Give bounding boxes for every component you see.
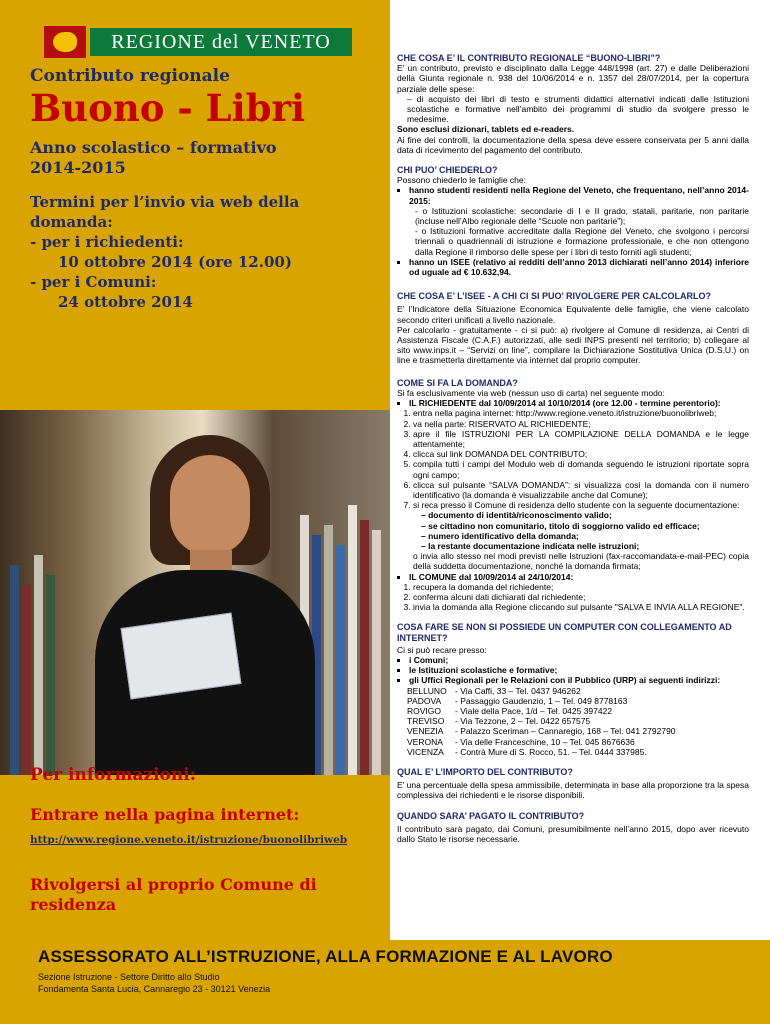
list-item: 1. entra nella pagina internet: http://www.regione.veneto.it/istruzione/buonolibriweb;	[413, 408, 749, 418]
urp-address: - Via Caffi, 33 – Tel. 0437 946262	[455, 685, 581, 696]
urp-address: - Contrà Mure di S. Rocco, 51. – Tel. 0444 337985.	[455, 746, 647, 757]
list-item: ▪ gli Uffici Regionali per le Relazioni con il Pubblico (URP) ai seguenti indirizzi:	[409, 675, 749, 685]
urp-row	[407, 716, 749, 726]
info-heading: Per informazioni:	[30, 765, 196, 785]
list-item: 3. apre il file ISTRUZIONI PER LA COMPILAZIONE DELLA DOMANDA e le legge attentamente;	[413, 429, 749, 449]
terms-line-4: 10 ottobre 2014 (ore 12.00)	[58, 253, 292, 271]
section-heading-how: COME SI FA LA DOMANDA?	[397, 377, 518, 388]
student-photo	[0, 410, 390, 775]
urp-address: - Viale della Pace, 1/d – Tel. 0425 397422	[455, 705, 613, 716]
section-heading-payment: QUANDO SARA’ PAGATO IL CONTRIBUTO?	[397, 810, 585, 821]
list-item: ▪ i Comuni;	[409, 655, 749, 665]
left-panel	[0, 0, 390, 940]
urp-row	[407, 726, 749, 736]
footer-section: Sezione Istruzione - Settore Diritto allo Studio	[38, 972, 220, 982]
terms-line-5: - per i Comuni:	[30, 273, 157, 291]
urp-row	[407, 706, 749, 716]
comune-steps	[397, 582, 749, 613]
text-amount-1: E’ una percentuale della spesa ammissibile, determinata in base alla proporzione tra la spesa complessiva dei richiedenti e le risorse disponibili.	[397, 780, 749, 801]
list-item: – documento di identità/riconoscimento valido;	[421, 510, 612, 521]
list-item: ▪ hanno studenti residenti nella Regione del Veneto, che frequentano, nell’anno 2014-2015:	[409, 185, 749, 205]
section-heading-no-computer: COSA FARE SE NON SI POSSIEDE UN COMPUTER CON COLLEGAMENTO AD INTERNET?	[397, 622, 732, 643]
list-item: ▪ hanno un ISEE (relativo ai redditi dell’anno 2013 dichiarati nell’anno 2014) inferiore od uguale ad € 10.632,94.	[409, 257, 749, 277]
urp-city: PADOVA	[407, 695, 442, 706]
section-heading-amount: QUAL E’ L’IMPORTO DEL CONTRIBUTO?	[397, 767, 573, 777]
urp-list	[397, 686, 749, 757]
urp-city: VENEZIA	[407, 726, 444, 737]
list-item: – la restante documentazione indicata nelle istruzioni;	[421, 540, 640, 551]
subtitle: Contributo regionale	[30, 66, 230, 86]
text-what-4: Ai fine dei controlli, la documentazione della spesa deve essere conservata per 5 anni dalla data di ricevimento del pagamento del contributo.	[397, 134, 749, 155]
terms-line-1: Termini per l’invio via web della	[30, 193, 300, 211]
footer-title: ASSESSORATO ALL’ISTRUZIONE, ALLA FORMAZIONE E AL LAVORO	[38, 947, 613, 966]
text-who-1b: - o Istituzioni formative accreditate dalla Regione del Veneto, che svolgono i percorsi triennali o quadriennali di istruzione e formazione professionale, e che non ottengono dalla Regione il rimborso delle spese per i libri di testo forniti agli studenti;	[415, 226, 749, 257]
urp-city: TREVISO	[407, 716, 445, 727]
info-link[interactable]: http://www.regione.veneto.it/istruzione/buonolibriweb	[30, 834, 348, 846]
list-item: – se cittadino non comunitario, titolo di soggiorno valido ed efficace;	[421, 520, 700, 531]
text-no-computer-1: Ci si può recare presso:	[397, 644, 487, 655]
list-item: 6. clicca sul pulsante “SALVA DOMANDA”: si visualizza così la domanda con il numero identificativo (la domanda è visualizzabile anche dal Comune);	[413, 480, 749, 500]
comune-line-1: Rivolgersi al proprio Comune di	[30, 875, 317, 894]
text-who-1a: - o Istituzioni scolastiche: secondarie di I e II grado, statali, paritarie, non paritarie (incluse nell’Albo regionale delle “Scuole non paritarie”);	[415, 205, 749, 227]
laptop-icon	[121, 613, 242, 700]
list-item: 4. clicca sul link DOMANDA DEL CONTRIBUTO;	[413, 449, 749, 459]
footer	[0, 940, 770, 1024]
urp-address: - Via Tezzone, 2 – Tel. 0422 657575	[455, 716, 591, 727]
text-what-3: Sono esclusi dizionari, tablets ed e-readers.	[397, 124, 575, 135]
terms-line-3: - per i richiedenti:	[30, 233, 184, 251]
applicant-steps	[397, 408, 749, 510]
logo-text: REGIONE del VENETO	[90, 28, 352, 56]
year-line-1: Anno scolastico – formativo	[30, 138, 277, 157]
urp-row	[407, 686, 749, 696]
list-item: ▪ IL RICHIEDENTE dal 10/09/2014 al 10/10/2014 (ore 12.00 - termine perentorio):	[409, 398, 749, 408]
list-item: – numero identificativo della domanda;	[421, 530, 579, 541]
internet-heading: Entrare nella pagina internet:	[30, 805, 300, 824]
lion-crest-icon	[44, 26, 86, 58]
list-item: 7. si reca presso il Comune di residenza dello studente con la seguente documentazione:	[413, 500, 749, 510]
info-column	[397, 0, 749, 844]
urp-address: - Palazzo Sceriman – Cannaregio, 168 – Tel. 041 2792790	[455, 726, 676, 737]
urp-city: ROVIGO	[407, 705, 442, 716]
urp-city: VICENZA	[407, 746, 444, 757]
list-item: 2. va nella parte: RISERVATO AL RICHIEDENTE;	[413, 419, 749, 429]
urp-row	[407, 696, 749, 706]
list-item: ▪ IL COMUNE dal 10/09/2014 al 24/10/2014:	[409, 572, 749, 582]
terms-line-2: domanda:	[30, 213, 113, 231]
regione-veneto-logo	[44, 26, 354, 58]
text-what-2: – di acquisto dei libri di testo e strumenti didattici alternativi indicati dalle Istituzioni scolastiche e formative nell’ambito dei programmi di studio da svolgere presso le medesime.	[407, 93, 749, 125]
section-heading-isee: CHE COSA E’ L’ISEE - A CHI CI SI PUO’ RIVOLGERE PER CALCOLARLO?	[397, 291, 712, 302]
year-line-2: 2014-2015	[30, 158, 126, 177]
documents-list	[397, 510, 749, 551]
text-isee-2: Per calcolarlo - gratuitamente - ci si può: a) rivolgere al Comune di residenza, ai Centri di Assistenza Fiscale (C.A.F.) autorizzati, alle sedi INPS presenti nel territorio; b) collegare al sito www.inps.it – “Servizi on line”, compilare la Dichiarazione Sostitutiva Unica (D.S.U.) on line e trasmetterla direttamente via internet dal proprio computer.	[397, 324, 749, 366]
list-item: 2. conferma alcuni dati dichiarati dal richiedente;	[413, 592, 749, 602]
text-how-docs-tail: o invia allo stesso nei modi previsti nelle Istruzioni (fax-raccomandata-e-mail-PEC) copia della suddetta documentazione, nonché la domanda firmata;	[413, 551, 749, 572]
text-how-1: Si fa esclusivamente via web (nessun uso di carta) nel seguente modo:	[397, 387, 665, 398]
urp-address: - Via delle Franceschine, 10 – Tel. 045 8676636	[455, 736, 635, 747]
section-heading-who: CHI PUO’ CHIEDERLO?	[397, 165, 498, 176]
text-payment-1: Il contributo sarà pagato, dai Comuni, presumibilmente nell’anno 2015, dopo aver ricevuto dallo Stato le risorse necessarie.	[397, 823, 749, 845]
urp-city: BELLUNO	[407, 685, 447, 696]
terms-line-6: 24 ottobre 2014	[58, 293, 193, 311]
urp-city: VERONA	[407, 736, 443, 747]
list-item: 3. invia la domanda alla Regione cliccando sul pulsante "SALVA E INVIA ALLA REGIONE".	[413, 602, 749, 612]
text-what-1: E’ un contributo, previsto e disciplinato dalla Legge 448/1998 (art. 27) e dalle Deliberazioni della Giunta regionale n. 938 del 10/06/2014 e n. 1357 del 28/07/2014, per la copertura parziale delle spese:	[397, 63, 749, 94]
text-isee-1: E’ l’Indicatore della Situazione Economica Equivalente delle famiglie, che viene calcolato secondo criteri unificati a livello nazionale.	[397, 304, 749, 325]
urp-address: - Passaggio Gaudenzio, 1 – Tel. 049 8778163	[455, 695, 628, 706]
urp-row	[407, 737, 749, 747]
comune-line-2: residenza	[30, 895, 117, 914]
urp-row	[407, 747, 749, 757]
section-heading-what: CHE COSA E’ IL CONTRIBUTO REGIONALE “BUONO-LIBRI”?	[397, 53, 661, 63]
footer-address: Fondamenta Santa Lucia, Cannaregio 23 - 30121 Venezia	[38, 984, 271, 994]
text-who-1: Possono chiederlo le famiglie che:	[397, 175, 526, 186]
list-item: 1. recupera la domanda del richiedente;	[413, 582, 749, 592]
list-item: 5. compila tutti i campi del Modulo web di domanda seguendo le istruzioni riportate sopra ogni campo;	[413, 459, 749, 479]
list-item: ▪ le Istituzioni scolastiche e formative;	[409, 665, 749, 675]
places-list	[397, 655, 749, 686]
page-title: Buono - Libri	[30, 86, 306, 130]
